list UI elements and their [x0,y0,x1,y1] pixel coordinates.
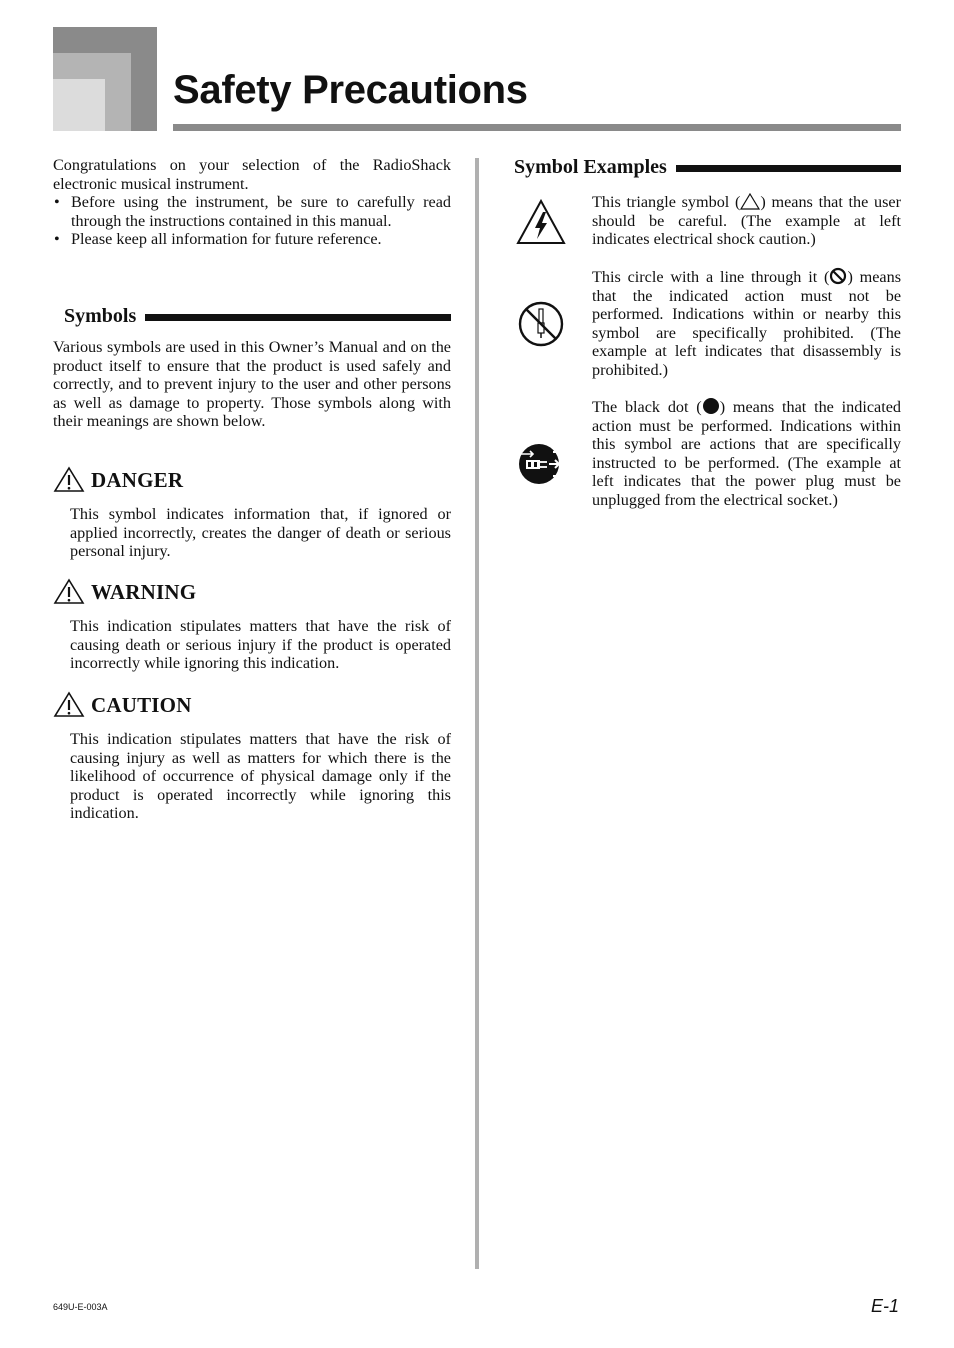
caution-label: CAUTION [91,692,192,717]
danger-label: DANGER [91,467,184,492]
example-text-circle: This circle with a line through it ( ) means that the indicated action must not be performed. Indications within or nearby this symbol are specifically prohibited. (The example at left indicates that disassembly is prohibited.) [592,268,902,379]
warning-triangle-icon [53,466,85,493]
heading-bar [145,314,451,321]
warning-text: This indication stipulates matters that have the risk of causing death or serious injury if the product is operated incorrectly while ignoring this indication. [70,617,451,672]
intro-bullets [53,193,451,249]
document-code: 649U-E-003A [53,1302,108,1312]
unplug-black-dot-icon [517,440,569,492]
intro-section [53,156,451,249]
warning-triangle-icon [53,578,85,605]
header-decoration-small [53,79,105,131]
symbol-examples-heading [514,155,901,179]
list-item: • Please keep all information for future reference. [54,230,382,248]
black-dot-icon [702,397,720,415]
caution-text: This indication stipulates matters that have the risk of causing injury as well as matters for which there is the likelihood of occurrence of physical damage only if the product is operated incorrectly while ignoring this indication. [70,730,451,822]
danger-heading [53,466,183,493]
list-item: • Before using the instrument, be sure to carefully read through the instructions contained in this manual. [54,193,451,230]
warning-triangle-icon [53,691,85,718]
warning-label: WARNING [91,579,197,604]
electric-shock-triangle-icon [515,198,567,250]
symbols-heading [64,304,451,328]
heading-bar [676,165,901,172]
example-text-triangle: This triangle symbol ( ) means that the user should be careful. (The example at left indicates electrical shock caution.) [592,193,901,248]
example-text-dot: The black dot ( ) means that the indicated action must be performed. Indications within this symbol are actions that are specifically instructed to be performed. (The example at left indicates that the power plug must be unplugged from the electrical socket.) [592,398,901,509]
symbols-text: Various symbols are used in this Owner’s Manual and on the product itself to ensure that the product is used safely and correctly, and to prevent injury to the user and other persons as well as damage to property. Those symbols along with their meanings are shown below. [53,338,451,430]
bullet-icon: • [54,230,60,248]
small-triangle-icon [740,193,760,210]
prohibited-circle-icon [829,267,847,285]
page-number: E-1 [871,1296,900,1316]
header-rule [173,124,901,131]
bullet-icon: • [54,193,60,211]
no-disassembly-circle-icon [517,300,569,352]
section-heading-label: Symbols [64,305,137,327]
intro-text: Congratulations on your selection of the RadioShack electronic musical instrument. [53,156,451,193]
column-divider [475,158,479,1269]
section-heading-label: Symbol Examples [514,156,667,178]
page-title: Safety Precautions [173,68,528,112]
caution-heading [53,691,192,718]
danger-text: This symbol indicates information that, if ignored or applied incorrectly, creates the danger of death or serious personal injury. [70,505,451,560]
warning-heading [53,578,196,605]
